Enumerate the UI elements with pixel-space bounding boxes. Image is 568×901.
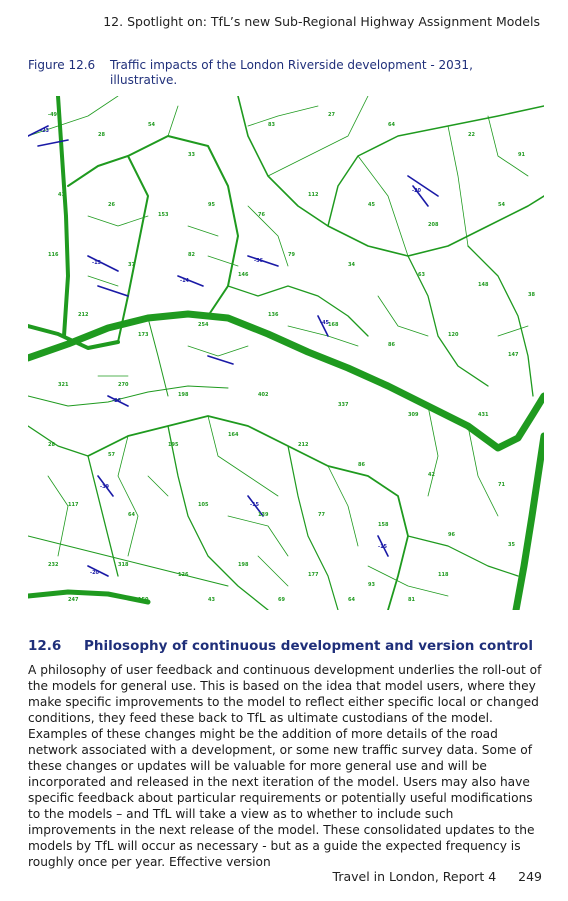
road-south-2 [168,426,268,610]
road-loop-south [88,416,408,610]
running-header: 12. Spotlight on: TfL’s new Sub-Regional Highway Assignment Models [103,14,540,29]
flow-labels-inc: -492854338327642291 412615395761124520854 116378214679346314838 21217325413616886120147 321 270198 402337309 431 2857195164212864271 11764105139 771589635 232 31812619817793118 247 150 43 69 64 81 [48,112,535,603]
road-mid-2 [148,318,168,396]
major-corridor-east [516,436,544,610]
flow-labels-dec: -23-15-14-56-20 -45 -26-15-15-39 -20 [40,128,422,576]
figure-number: Figure 12.6 [28,58,96,72]
figure-title: Traffic impacts of the London Riverside development - 2031, illustrative. [110,58,473,87]
body-paragraph: A philosophy of user feedback and continuous development underlies the roll-out of the models for general use. This is based on the idea that model users, where they make specific improvements to the model to reflect either specific local or changed conditions, they feed these back to TfL as ultimate custodians of the model. Examples of these changes might be the addition of more details of the road network associated with a development, or some new traffic survey data. Some of these changes or updates will be valuable for more general use and will be incorporated and released in the next iteration of the model. Users may also have specific feedback about particular requirements or potentially useful modifications to the models – and TfL will take a view as to whether to include such improvements in the next release of the model. These consolidated updates to the models by TfL will occur as necessary - but as a guide the expected frequency is roughly once per year. Effective version [28,663,542,869]
major-corridor-sw [28,592,148,602]
page-footer [333,869,542,884]
report-name: Travel in London, Report 4 [332,869,497,884]
page-number: 249 [518,869,542,884]
road-east-2 [468,246,533,396]
road-mid-1 [28,386,228,406]
major-corridor [28,314,544,448]
network-map-graphic [28,96,544,610]
section-number: 12.6 [28,638,62,654]
traffic-impact-map [28,96,544,610]
north-spine [58,96,68,336]
ring-road [128,136,238,316]
road-north [238,96,544,256]
section-title: Philosophy of continuous development and version control [84,638,533,654]
road-south-5 [28,536,228,586]
road-south-4 [408,536,518,576]
road-ne [328,106,544,226]
